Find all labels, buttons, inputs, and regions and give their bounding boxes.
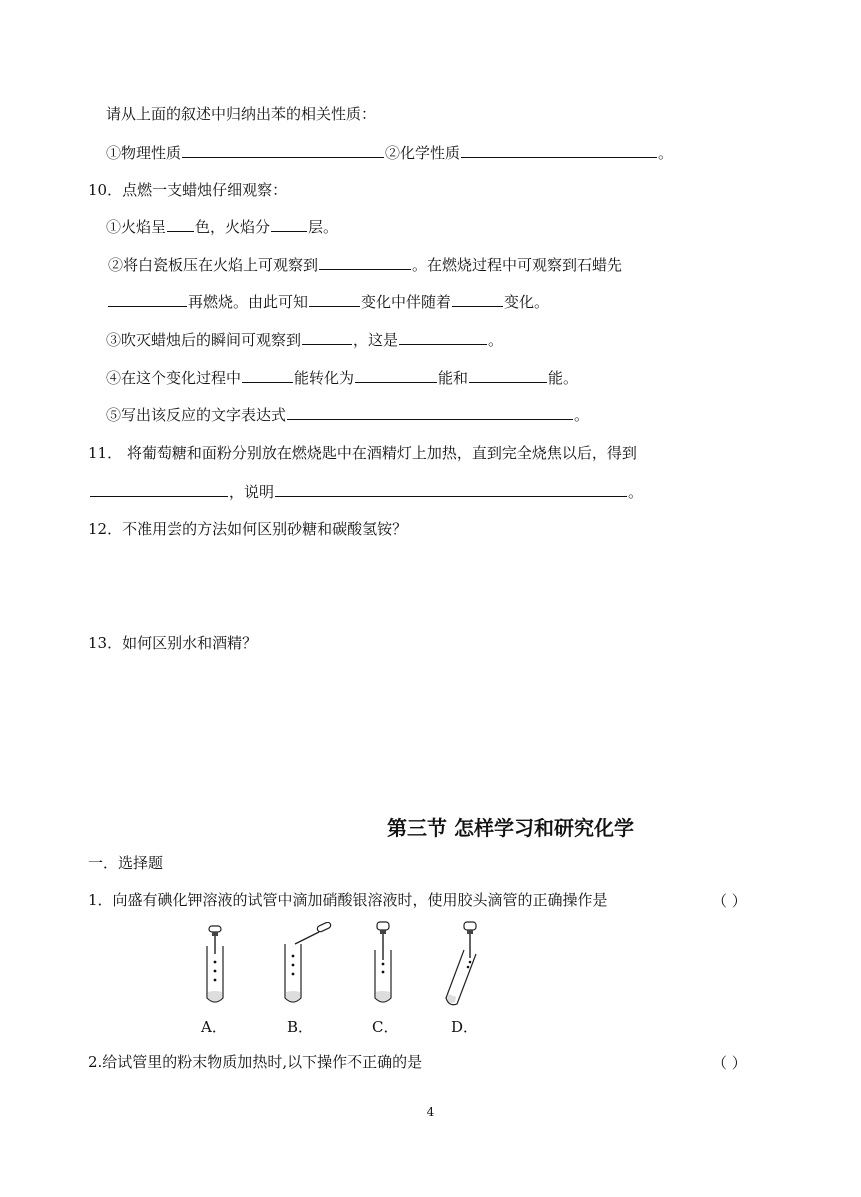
q10-s2c-text-b: 变化中伴随着 [361,293,452,311]
q9-physical-label: ①物理性质 [106,144,182,162]
q11-answer-line [89,481,643,502]
mc1-answer-paren[interactable]: （ ） [712,892,747,910]
q9-chemical-blank[interactable] [461,142,657,158]
q10-s2c-text-c: 变化。 [504,293,550,311]
q9-end: 。 [658,144,674,162]
q12-stem: 12．不准用尝的方法如何区别砂糖和碳酸氢铵？ [88,520,408,538]
q10-s4-text-d: 能。 [548,369,579,387]
q11-explain-blank[interactable] [275,481,627,497]
q10-stem: 10．点燃一支蜡烛仔细观察： [88,181,288,199]
mc1-option-c[interactable]: C． [372,1018,399,1036]
mc1-stem: 1．向盛有碘化钾溶液的试管中滴加硝酸银溶液时，使用胶头滴管的正确操作是 [88,891,608,909]
q10-s3-text-c: 。 [488,331,504,349]
q10-equation-blank[interactable] [287,404,573,420]
q10-change1-blank[interactable] [309,291,360,307]
dropper-figure-c [366,920,400,1008]
q10-s4-text-a: ④在这个变化过程中 [106,369,242,387]
q10-observe-blank[interactable] [319,254,411,270]
q9-chemical-label: ②化学性质 [385,144,461,162]
q11-end: 。 [628,483,644,501]
q9-intro: 请从上面的叙述中归纳出苯的相关性质： [106,105,377,123]
q10-s4-text-b: 能转化为 [294,369,355,387]
q10-item-4 [106,367,578,388]
section-title-text: 第三节 怎样学习和研究化学 [387,816,634,840]
q10-item-5 [106,404,589,425]
q10-s4-text-c: 能和 [438,369,469,387]
q10-s2c-text-a: 再燃烧。由此可知 [188,293,309,311]
q10-s1-text-a: ①火焰呈 [106,218,167,236]
q10-item-3 [106,329,503,350]
q9-physical-blank[interactable] [182,142,384,158]
q10-s3-text-a: ③吹灭蜡烛后的瞬间可观察到 [106,331,302,349]
q13-stem: 13．如何区别水和酒精？ [88,634,258,652]
mc2-stem: 2.给试管里的粉末物质加热时,以下操作不正确的是 [88,1053,423,1071]
q10-item-2-cont [107,291,549,312]
q10-layers-blank[interactable] [271,216,307,232]
dropper-figure-d [440,920,486,1010]
q10-energy2-blank[interactable] [355,367,437,383]
q10-s3-text-b: ，这是 [353,331,399,349]
q10-change2-blank[interactable] [452,291,503,307]
q10-blowout-blank[interactable] [302,329,352,345]
q10-s1-text-b: 色，火焰分 [195,218,271,236]
dropper-figure-a [198,924,232,1008]
page-number: 4 [426,1105,435,1119]
mc1-option-b[interactable]: B． [287,1018,314,1036]
q10-s5-text-b: 。 [574,406,590,424]
q11-result-blank[interactable] [90,481,228,497]
q10-s2-text-a: ②将白瓷板压在火焰上可观察到 [108,256,319,274]
q11-stem: 11． 将葡萄糖和面粉分别放在燃烧匙中在酒精灯上加热，直到完全烧焦以后，得到 [88,444,637,462]
q10-item-1 [106,216,338,237]
part-heading: 一．选择题 [88,854,164,872]
section-title [0,812,861,841]
mc2-answer-paren[interactable]: （ ） [712,1054,747,1072]
q9-properties-line [106,142,673,163]
q10-this-is-blank[interactable] [399,329,487,345]
q10-energy3-blank[interactable] [469,367,547,383]
q10-s5-text-a: ⑤写出该反应的文字表达式 [106,406,287,424]
q10-item-2 [108,254,622,275]
mc1-option-a[interactable]: A． [201,1018,227,1036]
q10-paraffin-blank[interactable] [108,291,187,307]
dropper-figure-b [281,922,337,1008]
mc1-option-d[interactable]: D． [451,1018,479,1036]
q11-mid-text: ，说明 [229,483,275,501]
q10-color-blank[interactable] [167,216,194,232]
q10-energy1-blank[interactable] [242,367,293,383]
q10-s1-text-c: 层。 [308,218,339,236]
q10-s2-text-b: 。在燃烧过程中可观察到石蜡先 [412,256,623,274]
